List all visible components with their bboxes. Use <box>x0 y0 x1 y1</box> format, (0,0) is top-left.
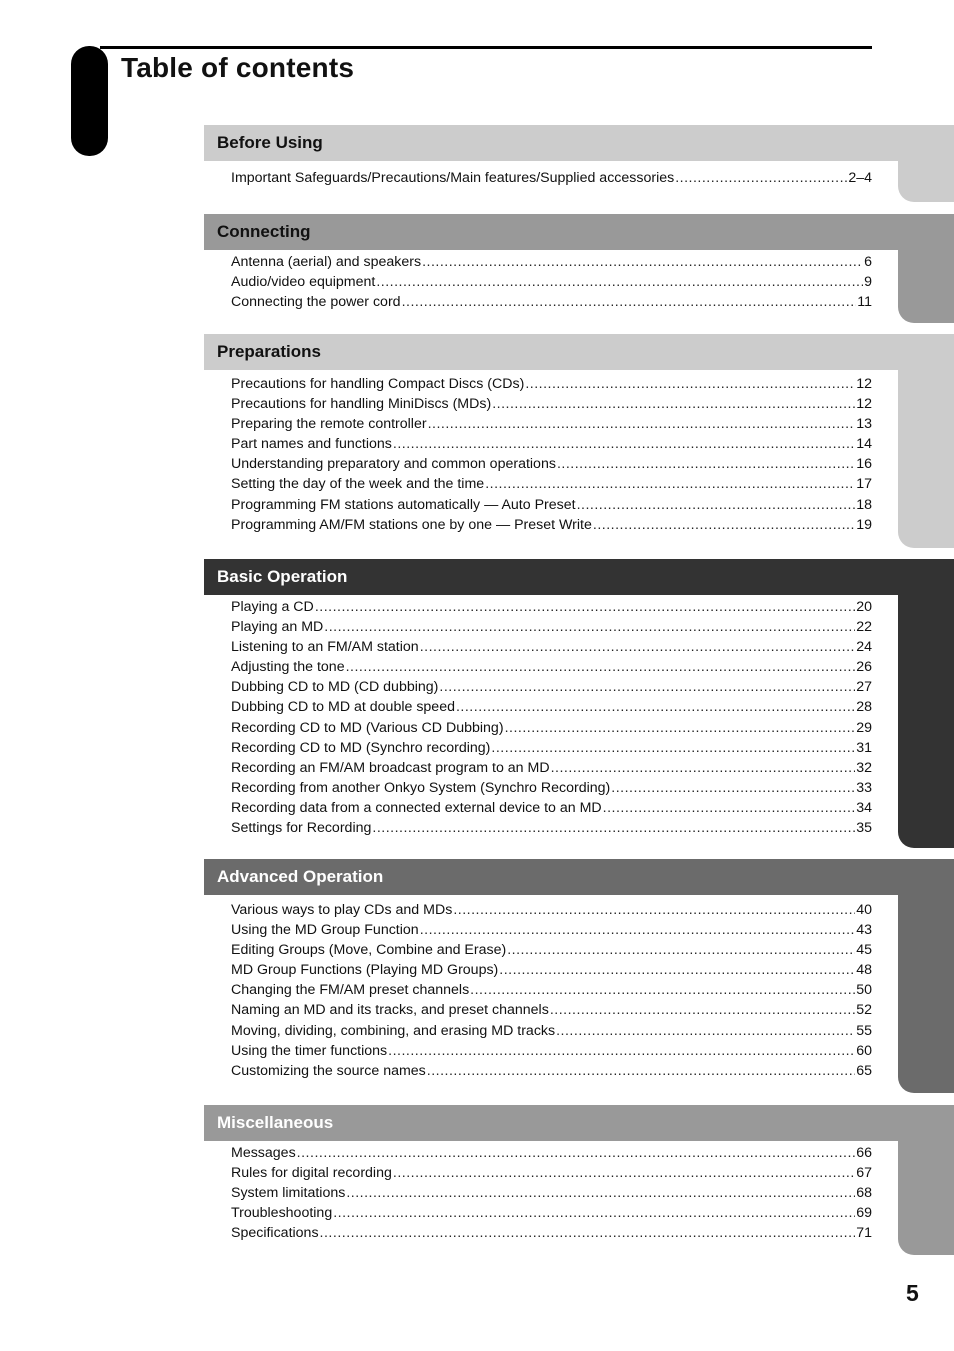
dot-leader <box>675 168 847 188</box>
toc-entry[interactable] <box>231 778 872 798</box>
toc-entry[interactable] <box>231 272 872 292</box>
entry-title: Specifications <box>231 1225 319 1242</box>
entry-title: Recording CD to MD (Various CD Dubbing) <box>231 719 504 736</box>
entry-page-number: 67 <box>856 1165 872 1182</box>
entry-title: Using the timer functions <box>231 1042 388 1059</box>
entry-page-number: 13 <box>856 416 872 433</box>
toc-entry[interactable] <box>231 474 872 494</box>
dot-leader <box>603 798 856 818</box>
entry-page-number: 27 <box>856 679 872 696</box>
toc-entry[interactable] <box>231 738 872 758</box>
toc-entry[interactable] <box>231 434 872 454</box>
entry-page-number: 17 <box>856 476 872 493</box>
dot-leader <box>485 474 855 494</box>
section-entries <box>231 252 872 312</box>
entry-title: Recording CD to MD (Synchro recording) <box>231 739 491 756</box>
entry-title: Using the MD Group Function <box>231 922 419 939</box>
entry-page-number: 71 <box>856 1225 872 1242</box>
toc-entry[interactable] <box>231 1163 872 1183</box>
dot-leader <box>525 374 855 394</box>
entry-page-number: 65 <box>856 1062 872 1079</box>
entry-page-number: 20 <box>856 599 872 615</box>
dot-leader <box>427 1061 855 1081</box>
toc-entry[interactable] <box>231 980 872 1000</box>
section-header: Before Using <box>204 125 954 161</box>
entry-title: Various ways to play CDs and MDs <box>231 902 453 918</box>
entry-title: Preparing the remote controller <box>231 416 427 433</box>
entry-title: Recording an FM/AM broadcast program to an MD <box>231 759 550 776</box>
entry-title: Programming AM/FM stations one by one — Preset Write <box>231 516 592 533</box>
entry-title: Listening to an FM/AM station <box>231 639 419 656</box>
entry-title: Messages <box>231 1145 296 1161</box>
entry-page-number: 28 <box>856 699 872 716</box>
toc-entry[interactable] <box>231 495 872 515</box>
dot-leader <box>470 980 855 1000</box>
dot-leader <box>557 454 855 474</box>
entry-title: Precautions for handling MiniDiscs (MDs) <box>231 396 492 413</box>
entry-page-number: 12 <box>856 376 872 392</box>
entry-page-number: 26 <box>856 659 872 676</box>
entry-title: Editing Groups (Move, Combine and Erase) <box>231 942 507 959</box>
entry-title: Important Safeguards/Precautions/Main features/Supplied accessories <box>231 170 675 186</box>
dot-leader <box>388 1041 855 1061</box>
entry-page-number: 66 <box>856 1145 872 1161</box>
dot-leader <box>333 1203 855 1223</box>
dot-leader <box>507 940 855 960</box>
entry-page-number: 60 <box>856 1042 872 1059</box>
entry-page-number: 24 <box>856 639 872 656</box>
dot-leader <box>456 697 855 717</box>
entry-page-number: 35 <box>856 820 872 837</box>
dot-leader <box>376 272 863 292</box>
toc-entry[interactable] <box>231 1000 872 1020</box>
entry-page-number: 29 <box>856 719 872 736</box>
entry-page-number: 45 <box>856 942 872 959</box>
dot-leader <box>420 637 856 657</box>
dot-leader <box>611 778 855 798</box>
entry-title: Programming FM stations automatically — Auto Preset <box>231 496 576 513</box>
entry-page-number: 12 <box>856 396 872 413</box>
dot-leader <box>393 1163 855 1183</box>
entry-title: Part names and functions <box>231 436 392 453</box>
entry-title: Precautions for handling Compact Discs (CDs) <box>231 376 525 392</box>
top-rule <box>100 46 872 49</box>
section-entries <box>231 374 872 535</box>
entry-title: Dubbing CD to MD (CD dubbing) <box>231 679 439 696</box>
toc-entry[interactable] <box>231 718 872 738</box>
black-title-tab <box>71 46 108 156</box>
toc-entry[interactable] <box>231 697 872 717</box>
entry-title: Recording from another Onkyo System (Synchro Recording) <box>231 779 611 796</box>
entry-page-number: 18 <box>856 496 872 513</box>
toc-entry[interactable] <box>231 1183 872 1203</box>
entry-page-number: 16 <box>856 456 872 473</box>
toc-entry[interactable] <box>231 414 872 434</box>
dot-leader <box>551 758 856 778</box>
entry-title: System limitations <box>231 1185 346 1202</box>
toc-entry[interactable] <box>231 1021 872 1041</box>
toc-entry[interactable] <box>231 617 872 637</box>
entry-title: Understanding preparatory and common operations <box>231 456 556 473</box>
entry-page-number: 11 <box>857 294 872 311</box>
dot-leader <box>491 738 855 758</box>
dot-leader <box>428 414 856 434</box>
entry-title: Dubbing CD to MD at double speed <box>231 699 455 716</box>
entry-title: Settings for Recording <box>231 820 372 837</box>
dot-leader <box>556 1021 855 1041</box>
dot-leader <box>393 434 855 454</box>
section-header: Preparations <box>204 334 954 370</box>
toc-entry[interactable] <box>231 454 872 474</box>
section-entries <box>231 597 872 838</box>
entry-page-number: 34 <box>856 799 872 816</box>
dot-leader <box>420 920 856 940</box>
toc-entry[interactable] <box>231 818 872 838</box>
entry-page-number: 33 <box>856 779 872 796</box>
entry-page-number: 6 <box>864 254 872 270</box>
entry-page-number: 55 <box>856 1022 872 1039</box>
entry-page-number: 14 <box>856 436 872 453</box>
dot-leader <box>402 292 857 312</box>
entry-title: Playing an MD <box>231 619 324 636</box>
entry-title: Recording data from a connected external device to an MD <box>231 799 602 816</box>
toc-entry[interactable] <box>231 1203 872 1223</box>
entry-page-number: 22 <box>856 619 872 636</box>
toc-entry[interactable] <box>231 637 872 657</box>
toc-entry[interactable] <box>231 394 872 414</box>
entry-title: Moving, dividing, combining, and erasing MD tracks <box>231 1022 556 1039</box>
section-header: Advanced Operation <box>204 859 954 895</box>
entry-page-number: 52 <box>856 1002 872 1019</box>
entry-page-number: 48 <box>856 962 872 979</box>
entry-page-number: 50 <box>856 982 872 999</box>
toc-entry[interactable] <box>231 1041 872 1061</box>
dot-leader <box>492 394 855 414</box>
section-entries <box>231 900 872 1081</box>
entry-title: Adjusting the tone <box>231 659 345 676</box>
entry-title: MD Group Functions (Playing MD Groups) <box>231 962 499 979</box>
toc-entry[interactable] <box>231 960 872 980</box>
entry-page-number: 69 <box>856 1205 872 1222</box>
toc-entry[interactable] <box>231 168 872 188</box>
toc-entry[interactable] <box>231 758 872 778</box>
toc-entry[interactable] <box>231 1143 872 1163</box>
entry-title: Connecting the power cord <box>231 294 401 311</box>
dot-leader <box>499 960 855 980</box>
entry-title: Antenna (aerial) and speakers <box>231 254 422 270</box>
toc-entry[interactable] <box>231 798 872 818</box>
entry-title: Customizing the source names <box>231 1062 426 1079</box>
dot-leader <box>422 252 863 272</box>
section-edge-tab <box>898 559 954 848</box>
toc-entry[interactable] <box>231 677 872 697</box>
dot-leader <box>505 718 856 738</box>
page-title: Table of contents <box>121 52 355 83</box>
dot-leader <box>346 1183 855 1203</box>
toc-entry[interactable] <box>231 515 872 535</box>
section-header: Basic Operation <box>204 559 954 595</box>
section-entries <box>231 1143 872 1243</box>
entry-title: Playing a CD <box>231 599 314 615</box>
dot-leader <box>320 1223 856 1243</box>
entry-page-number: 68 <box>856 1185 872 1202</box>
dot-leader <box>346 657 856 677</box>
entry-page-number: 31 <box>856 739 872 756</box>
toc-entry[interactable] <box>231 900 872 920</box>
dot-leader <box>297 1143 856 1163</box>
dot-leader <box>439 677 855 697</box>
toc-entry[interactable] <box>231 940 872 960</box>
toc-entry[interactable] <box>231 292 872 312</box>
toc-entry[interactable] <box>231 657 872 677</box>
entry-title: Rules for digital recording <box>231 1165 392 1182</box>
dot-leader <box>324 617 855 637</box>
section-header: Connecting <box>204 214 954 250</box>
toc-entry[interactable] <box>231 597 872 617</box>
entry-title: Setting the day of the week and the time <box>231 476 485 493</box>
toc-entry[interactable] <box>231 252 872 272</box>
entry-page-number: 19 <box>856 516 872 533</box>
dot-leader <box>593 515 855 535</box>
entry-page-number: 40 <box>856 902 872 918</box>
section-header: Miscellaneous <box>204 1105 954 1141</box>
section-entries <box>231 168 872 188</box>
toc-entry[interactable] <box>231 1061 872 1081</box>
dot-leader <box>453 900 855 920</box>
toc-entry[interactable] <box>231 920 872 940</box>
entry-page-number: 32 <box>856 759 872 776</box>
entry-page-number: 9 <box>864 274 872 291</box>
dot-leader <box>550 1000 855 1020</box>
dot-leader <box>577 495 856 515</box>
dot-leader <box>315 597 855 617</box>
entry-title: Audio/video equipment <box>231 274 376 291</box>
page-number: 5 <box>906 1280 919 1306</box>
toc-entry[interactable] <box>231 1223 872 1243</box>
toc-entry[interactable] <box>231 374 872 394</box>
entry-title: Troubleshooting <box>231 1205 333 1222</box>
entry-page-number: 43 <box>856 922 872 939</box>
entry-title: Changing the FM/AM preset channels <box>231 982 470 999</box>
entry-page-number: 2–4 <box>848 170 872 186</box>
dot-leader <box>372 818 855 838</box>
entry-title: Naming an MD and its tracks, and preset channels <box>231 1002 549 1019</box>
